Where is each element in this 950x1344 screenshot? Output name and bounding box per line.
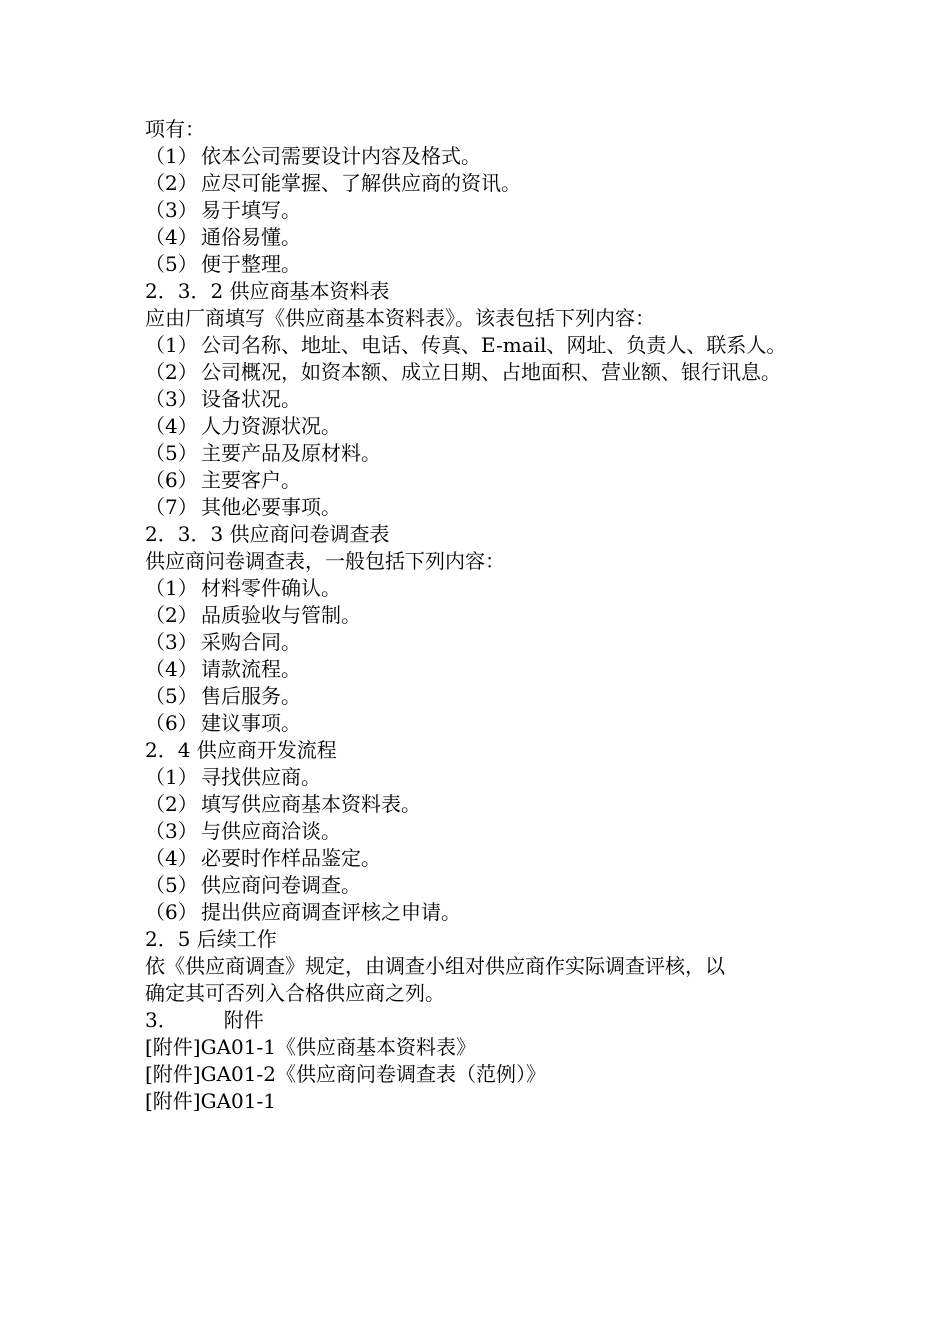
list-item bbox=[145, 818, 810, 845]
list-item bbox=[145, 710, 810, 737]
list-item bbox=[145, 224, 810, 251]
section-heading-3 bbox=[145, 1007, 810, 1034]
paragraph-line: 确定其可否列入合格供应商之列。 bbox=[145, 981, 445, 1005]
section-heading-2-3-3: 2．3．3 供应商问卷调查表 bbox=[145, 522, 390, 546]
list-item bbox=[145, 494, 810, 521]
section-number: 3． bbox=[145, 1008, 178, 1032]
item-text: 填写供应商基本资料表。 bbox=[201, 792, 421, 816]
item-text: 提出供应商调查评核之申请。 bbox=[201, 900, 461, 924]
item-number: （3） bbox=[145, 819, 198, 843]
item-text: 售后服务。 bbox=[201, 684, 301, 708]
list-item bbox=[145, 386, 810, 413]
item-number: （5） bbox=[145, 684, 198, 708]
item-text: 寻找供应商。 bbox=[201, 765, 321, 789]
list-item bbox=[145, 575, 810, 602]
item-number: （2） bbox=[145, 171, 198, 195]
item-text: 必要时作样品鉴定。 bbox=[201, 846, 381, 870]
item-number: （2） bbox=[145, 792, 198, 816]
item-number: （5） bbox=[145, 441, 198, 465]
item-number: （4） bbox=[145, 846, 198, 870]
item-text: 主要客户。 bbox=[201, 468, 301, 492]
development-process-list bbox=[145, 764, 810, 926]
item-text: 设备状况。 bbox=[201, 387, 301, 411]
list-item bbox=[145, 143, 810, 170]
item-text: 易于填写。 bbox=[201, 198, 301, 222]
item-text: 公司名称、地址、电话、传真、E-mail、网址、负责人、联系人。 bbox=[201, 333, 787, 357]
item-number: （2） bbox=[145, 360, 198, 384]
list-item bbox=[145, 602, 810, 629]
section-intro: 应由厂商填写《供应商基本资料表》。该表包括下列内容： bbox=[145, 306, 655, 330]
item-text: 其他必要事项。 bbox=[201, 495, 341, 519]
basic-info-list bbox=[145, 332, 810, 521]
list-item bbox=[145, 440, 810, 467]
item-text: 供应商问卷调查。 bbox=[201, 873, 361, 897]
item-number: （6） bbox=[145, 900, 198, 924]
list-item bbox=[145, 845, 810, 872]
document-body bbox=[145, 116, 810, 1115]
list-item bbox=[145, 764, 810, 791]
list-item bbox=[145, 197, 810, 224]
section-title: 附件 bbox=[223, 1008, 264, 1032]
item-text: 应尽可能掌握、了解供应商的资讯。 bbox=[201, 171, 521, 195]
list-item bbox=[145, 332, 810, 359]
list-item bbox=[145, 629, 810, 656]
item-number: （3） bbox=[145, 198, 198, 222]
list-item bbox=[145, 251, 810, 278]
attachment-line: [附件]GA01-1 bbox=[145, 1089, 276, 1113]
section-heading-2-4: 2．4 供应商开发流程 bbox=[145, 738, 337, 762]
design-requirements-list bbox=[145, 143, 810, 278]
paragraph-line: 依《供应商调查》规定，由调查小组对供应商作实际调查评核，以 bbox=[145, 954, 725, 978]
section-heading-2-5: 2．5 后续工作 bbox=[145, 927, 277, 951]
list-item bbox=[145, 467, 810, 494]
item-number: （4） bbox=[145, 414, 198, 438]
item-number: （6） bbox=[145, 468, 198, 492]
item-text: 材料零件确认。 bbox=[201, 576, 341, 600]
item-number: （4） bbox=[145, 657, 198, 681]
item-number: （1） bbox=[145, 333, 198, 357]
attachment-line: [附件]GA01-2《供应商问卷调查表（范例）》 bbox=[145, 1062, 546, 1086]
questionnaire-list bbox=[145, 575, 810, 737]
list-item bbox=[145, 899, 810, 926]
list-item bbox=[145, 683, 810, 710]
item-text: 建议事项。 bbox=[201, 711, 301, 735]
list-item bbox=[145, 359, 810, 386]
item-number: （7） bbox=[145, 495, 198, 519]
item-text: 主要产品及原材料。 bbox=[201, 441, 381, 465]
list-item bbox=[145, 872, 810, 899]
item-text: 通俗易懂。 bbox=[201, 225, 301, 249]
item-number: （6） bbox=[145, 711, 198, 735]
list-item bbox=[145, 791, 810, 818]
item-text: 请款流程。 bbox=[201, 657, 301, 681]
list-item bbox=[145, 413, 810, 440]
item-text: 品质验收与管制。 bbox=[201, 603, 361, 627]
item-number: （5） bbox=[145, 873, 198, 897]
item-text: 公司概况，如资本额、成立日期、占地面积、营业额、银行讯息。 bbox=[201, 360, 781, 384]
item-text: 采购合同。 bbox=[201, 630, 301, 654]
item-text: 依本公司需要设计内容及格式。 bbox=[201, 144, 481, 168]
list-item bbox=[145, 170, 810, 197]
item-number: （1） bbox=[145, 765, 198, 789]
list-item bbox=[145, 656, 810, 683]
item-number: （4） bbox=[145, 225, 198, 249]
intro-line: 项有： bbox=[145, 117, 205, 141]
item-number: （3） bbox=[145, 630, 198, 654]
section-heading-2-3-2: 2．3．2 供应商基本资料表 bbox=[145, 279, 390, 303]
item-text: 与供应商洽谈。 bbox=[201, 819, 341, 843]
item-number: （2） bbox=[145, 603, 198, 627]
section-intro: 供应商问卷调查表，一般包括下列内容： bbox=[145, 549, 505, 573]
item-number: （5） bbox=[145, 252, 198, 276]
item-text: 便于整理。 bbox=[201, 252, 301, 276]
item-text: 人力资源状况。 bbox=[201, 414, 341, 438]
item-number: （3） bbox=[145, 387, 198, 411]
attachment-line: [附件]GA01-1《供应商基本资料表》 bbox=[145, 1035, 476, 1059]
item-number: （1） bbox=[145, 576, 198, 600]
item-number: （1） bbox=[145, 144, 198, 168]
